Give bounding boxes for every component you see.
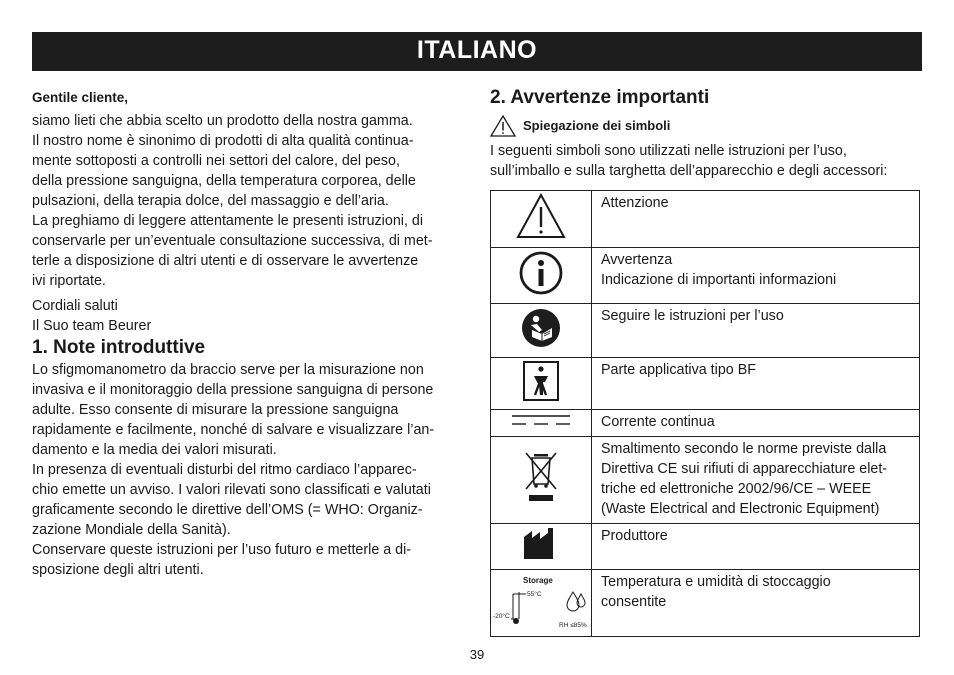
warning-triangle-icon	[515, 192, 567, 240]
storage-humidity: RH ≤85%	[559, 622, 587, 629]
table-row	[491, 410, 920, 437]
symbol-text: Corrente continua	[601, 414, 715, 430]
intro-paragraph	[32, 111, 467, 291]
symbol-description	[592, 410, 920, 437]
weee-bin-icon	[523, 450, 559, 504]
symbol-description	[592, 570, 920, 637]
symbols-table	[490, 190, 920, 637]
symbol-text: Produttore	[601, 528, 668, 544]
symbol-cell	[491, 191, 592, 248]
table-row	[491, 358, 920, 410]
section1-line: graficamente secondo le direttive dell’OMS (= WHO: Organiz-	[32, 502, 423, 518]
section1-title: 1. Note introduttive	[32, 337, 206, 358]
section1-line: zazione Mondiale della Sanità).	[32, 522, 231, 538]
left-column	[32, 88, 467, 580]
symbol-cell	[491, 304, 592, 358]
storage-temp-max: 55°C	[527, 591, 542, 598]
symbol-text: Direttiva CE sui rifiuti di apparecchiature elet-	[601, 461, 888, 477]
section1-line: In presenza di eventuali disturbi del ritmo cardiaco l’apparec-	[32, 462, 417, 478]
symbol-text: consentite	[601, 594, 667, 610]
section1-line: damento e la media dei valori misurati.	[32, 442, 277, 458]
symbol-text: (Waste Electrical and Electronic Equipment)	[601, 501, 880, 517]
symbol-description	[592, 524, 920, 570]
symbol-description	[592, 191, 920, 248]
symbol-description	[592, 437, 920, 524]
intro-line: ivi riportate.	[32, 273, 106, 289]
right-column	[490, 86, 922, 187]
direct-current-icon	[510, 413, 572, 427]
symbol-cell	[491, 248, 592, 304]
intro-line: La preghiamo di leggere attentamente le presenti istruzioni, di	[32, 213, 424, 229]
section1-line: rapidamente e facilmente, nonché di salvare e visualizzare l’an-	[32, 422, 435, 438]
table-row	[491, 524, 920, 570]
intro-line: mente sottoposti a controlli nei settori del calore, del peso,	[32, 153, 400, 169]
symbols-heading: Spiegazione dei simboli	[523, 118, 671, 133]
symbol-text: Avvertenza	[601, 252, 673, 268]
warning-triangle-icon	[490, 115, 516, 137]
header-title: ITALIANO	[416, 36, 538, 64]
symbol-text: Parte applicativa tipo BF	[601, 362, 756, 378]
section1-line: invasiva e il monitoraggio della pressione sanguigna di persone	[32, 382, 434, 398]
storage-label: Storage	[523, 576, 553, 585]
symbol-cell	[491, 410, 592, 437]
table-row	[491, 437, 920, 524]
intro-line: Il nostro nome è sinonimo di prodotti di alta qualità continua-	[32, 133, 414, 149]
table-row	[491, 304, 920, 358]
symbols-intro-line: sull’imballo e sulla targhetta dell’apparecchio e degli accessori:	[490, 163, 888, 179]
symbol-text: Attenzione	[601, 195, 669, 211]
table-row	[491, 570, 920, 637]
language-header	[32, 32, 922, 71]
table-row	[491, 191, 920, 248]
symbol-cell	[491, 358, 592, 410]
symbol-cell	[491, 437, 592, 524]
section1-line: sposizione degli altri utenti.	[32, 562, 204, 578]
manufacturer-icon	[522, 527, 560, 561]
symbol-text: triche ed elettroniche 2002/96/CE – WEEE	[601, 481, 872, 497]
section1-line: Conservare queste istruzioni per l’uso futuro e metterle a di-	[32, 542, 412, 558]
symbol-description	[592, 248, 920, 304]
symbol-text: Seguire le istruzioni per l’uso	[601, 308, 784, 324]
symbol-cell	[491, 524, 592, 570]
symbol-text: Indicazione di importanti informazioni	[601, 272, 837, 288]
intro-line: terle a disposizione di altri utenti e di osservare le avvertenze	[32, 253, 419, 269]
symbols-heading-row	[490, 115, 922, 137]
section1-line: Lo sfigmomanometro da braccio serve per la misurazione non	[32, 362, 424, 378]
intro-line: siamo lieti che abbia scelto un prodotto della nostra gamma.	[32, 113, 413, 129]
intro-line: pulsazioni, della terapia dolce, del massaggio e dell’aria.	[32, 193, 389, 209]
symbol-cell	[491, 570, 592, 637]
intro-line: della pressione sanguigna, della temperatura corporea, delle	[32, 173, 416, 189]
storage-conditions-icon	[491, 570, 591, 630]
section1-line: adulte. Esso consente di misurare la pressione sanguigna	[32, 402, 399, 418]
storage-temp-min: -20°C	[493, 613, 510, 620]
symbols-intro-line: I seguenti simboli sono utilizzati nelle istruzioni per l’uso,	[490, 143, 847, 159]
intro-line: conservarle per un’eventuale consultazione successiva, di met-	[32, 233, 433, 249]
symbol-description	[592, 358, 920, 410]
section2-title: 2. Avvertenze importanti	[490, 87, 710, 108]
symbol-text: Temperatura e umidità di stoccaggio	[601, 574, 831, 590]
table-row	[491, 248, 920, 304]
greeting: Gentile cliente,	[32, 90, 129, 105]
type-bf-icon	[522, 360, 560, 402]
section1-body	[32, 360, 467, 580]
symbol-text: Smaltimento secondo le norme previste dalla	[601, 441, 887, 457]
closing: Cordiali saluti	[32, 298, 118, 314]
read-manual-icon	[521, 308, 561, 348]
info-icon	[518, 250, 564, 296]
section1-line: chio emette un avviso. I valori rilevati sono classificati e valutati	[32, 482, 431, 498]
symbols-intro	[490, 141, 922, 181]
symbol-description	[592, 304, 920, 358]
page-number: 39	[469, 647, 485, 662]
signature: Il Suo team Beurer	[32, 318, 152, 334]
